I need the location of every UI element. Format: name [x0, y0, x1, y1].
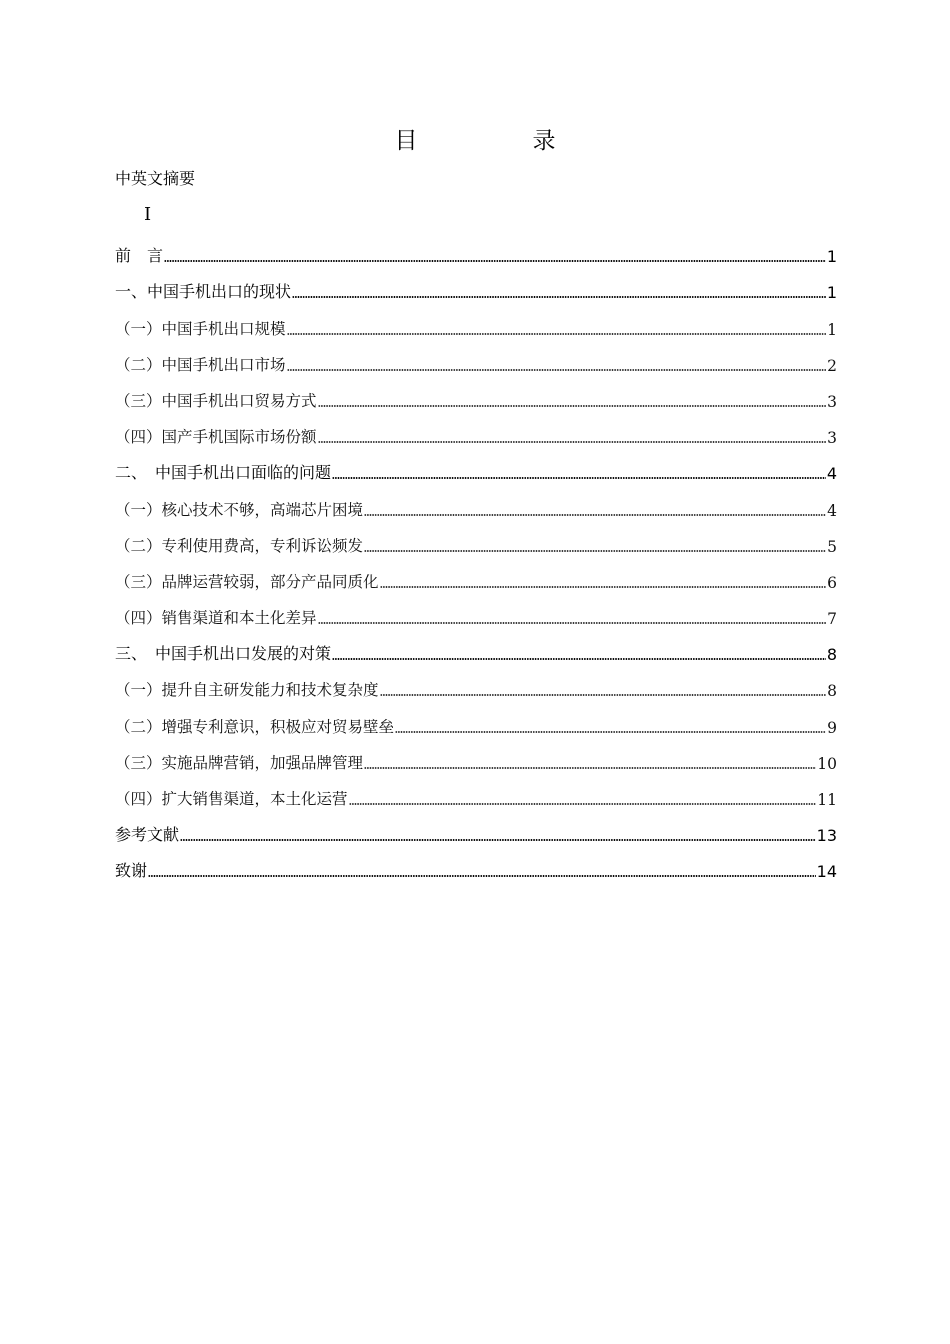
toc-entry[interactable] [115, 526, 837, 562]
toc-entry-page-number: 1 [826, 283, 837, 303]
toc-entry[interactable] [115, 417, 837, 453]
dot-leader [380, 694, 827, 696]
toc-entry-page-number: 7 [827, 610, 837, 629]
toc-entry-label: （二）增强专利意识，积极应对贸易壁垒 [115, 717, 395, 736]
dot-leader [395, 731, 826, 733]
toc-entry-page-number: 5 [827, 537, 837, 556]
toc-entry-page-number: 4 [826, 464, 837, 484]
dot-leader [292, 296, 826, 298]
dot-leader [332, 658, 826, 660]
toc-entry[interactable] [115, 345, 837, 381]
toc-entry-page-number: 6 [827, 573, 837, 592]
dot-leader [332, 477, 826, 479]
toc-entry-page-number: 3 [827, 429, 837, 448]
toc-entry-label: （四）扩大销售渠道，本土化运营 [115, 790, 348, 808]
dot-leader [380, 586, 827, 588]
toc-entry-label: （二）中国手机出口市场 [115, 355, 286, 374]
toc-entry-label: 前 言 [115, 246, 164, 266]
toc-entry[interactable] [115, 489, 837, 525]
toc-entry-page-number: 14 [816, 862, 837, 882]
dot-leader [364, 550, 826, 552]
toc-entry-label: 致谢 [115, 861, 148, 881]
toc-entry-page-number: 10 [817, 754, 837, 773]
dot-leader [318, 441, 827, 443]
toc-entry-label: （一）提升自主研发能力和技术复杂度 [115, 681, 379, 700]
roman-page-number: I [144, 204, 152, 225]
toc-entry[interactable] [115, 236, 837, 272]
toc-entry-page-number: 1 [827, 320, 837, 339]
toc-entry-label: 一、中国手机出口的现状 [115, 282, 292, 302]
dot-leader [180, 839, 816, 841]
toc-entry[interactable] [115, 851, 837, 887]
page-title: 目 录 [394, 128, 602, 154]
toc-entry[interactable] [115, 670, 837, 706]
toc-entry[interactable] [115, 815, 837, 851]
dot-leader [318, 622, 827, 624]
toc-entry[interactable] [115, 381, 837, 417]
dot-leader [287, 333, 827, 335]
toc-entry[interactable] [115, 453, 837, 489]
toc-entry-page-number: 4 [827, 501, 837, 520]
toc-entry-label: （一）中国手机出口规模 [115, 319, 286, 338]
abstract-heading: 中英文摘要 [115, 169, 196, 188]
toc-entry-page-number: 2 [827, 356, 837, 375]
toc-entry-label: （三）品牌运营较弱，部分产品同质化 [115, 572, 379, 591]
table-of-contents [115, 236, 837, 887]
toc-entry-page-number: 11 [817, 791, 837, 809]
toc-entry-label: （四）国产手机国际市场份额 [115, 428, 317, 447]
toc-entry[interactable] [115, 743, 837, 779]
toc-entry-label: （三）实施品牌营销，加强品牌管理 [115, 753, 364, 772]
toc-entry-label: （三）中国手机出口贸易方式 [115, 391, 317, 410]
toc-entry[interactable] [115, 598, 837, 634]
toc-entry-label: 三、 中国手机出口发展的对策 [115, 644, 332, 664]
dot-leader [364, 514, 826, 516]
toc-entry[interactable] [115, 308, 837, 344]
toc-entry[interactable] [115, 562, 837, 598]
toc-entry[interactable] [115, 634, 837, 670]
dot-leader [364, 767, 816, 769]
toc-entry-label: （二）专利使用费高，专利诉讼频发 [115, 536, 364, 555]
dot-leader [349, 803, 817, 805]
toc-entry-page-number: 3 [827, 392, 837, 411]
dot-leader [164, 260, 826, 262]
dot-leader [287, 369, 827, 371]
toc-entry-label: （一）核心技术不够，高端芯片困境 [115, 500, 364, 519]
toc-entry-page-number: 8 [826, 645, 837, 665]
toc-entry-label: （四）销售渠道和本土化差异 [115, 609, 317, 628]
toc-entry-page-number: 8 [827, 682, 837, 701]
dot-leader [318, 405, 827, 407]
toc-entry-page-number: 1 [826, 247, 837, 267]
toc-entry-label: 二、 中国手机出口面临的问题 [115, 463, 332, 483]
toc-entry-page-number: 13 [816, 826, 837, 846]
dot-leader [148, 875, 816, 877]
toc-entry[interactable] [115, 272, 837, 308]
toc-entry-label: 参考文献 [115, 825, 180, 845]
toc-entry[interactable] [115, 706, 837, 742]
toc-entry[interactable] [115, 779, 837, 815]
toc-entry-page-number: 9 [827, 718, 837, 737]
